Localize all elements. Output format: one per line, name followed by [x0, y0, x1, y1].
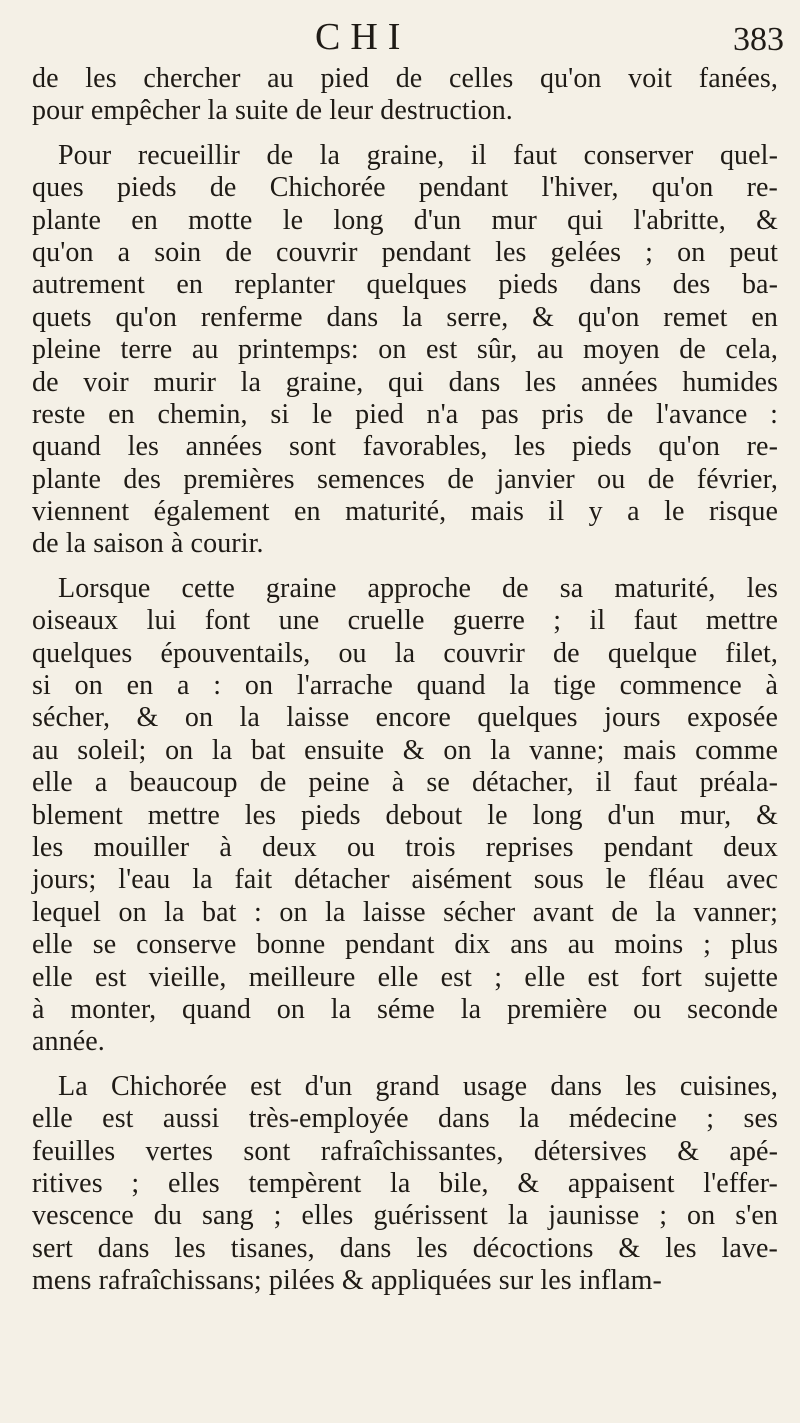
text-line: quets qu'on renferme dans la serre, & qu'on remet en: [32, 301, 778, 333]
text-line: Lorsque cette graine approche de sa maturité, les: [58, 572, 778, 604]
running-head-title: CHI: [315, 16, 411, 58]
text-line: plante des premières semences de janvier ou de février,: [32, 463, 778, 495]
text-line: plante en motte le long d'un mur qui l'abritte, &: [32, 204, 778, 236]
text-line: de la saison à courir.: [32, 528, 264, 560]
text-line: qu'on a soin de couvrir pendant les gelées ; on peut: [32, 236, 778, 268]
text-line: de les chercher au pied de celles qu'on voit fanées,: [32, 63, 778, 94]
text-line: lequel on la bat : on la laisse sécher avant de la vanner;: [32, 896, 778, 928]
text-line: ritives ; elles tempèrent la bile, & appaisent l'effer-: [32, 1167, 778, 1199]
text-line: mens rafraîchissans; pilées & appliquées sur les inflam-: [32, 1265, 662, 1297]
text-line: sert dans les tisanes, dans les décoctions & les lave-: [32, 1232, 778, 1264]
text-line: autrement en replanter quelques pieds dans des ba-: [32, 269, 778, 301]
paragraph: [32, 63, 778, 128]
text-line: année.: [32, 1026, 105, 1058]
paragraph: [32, 1071, 778, 1298]
paragraph: [32, 140, 778, 561]
text-line: blement mettre les pieds debout le long d'un mur, &: [32, 799, 778, 831]
paragraph: [32, 573, 778, 1059]
text-line: sécher, & on la laisse encore quelques jours exposée: [32, 702, 778, 734]
text-line: si on en a : on l'arrache quand la tige commence à: [32, 670, 778, 702]
text-line: jours; l'eau la fait détacher aisément sous le fléau avec: [32, 864, 778, 896]
text-line: oiseaux lui font une cruelle guerre ; il faut mettre: [32, 605, 778, 637]
text-line: vescence du sang ; elles guérissent la jaunisse ; on s'en: [32, 1200, 778, 1232]
text-line: reste en chemin, si le pied n'a pas pris de l'avance :: [32, 398, 778, 430]
text-line: elle se conserve bonne pendant dix ans au moins ; plus: [32, 929, 778, 961]
text-line: Pour recueillir de la graine, il faut conserver quel-: [58, 139, 778, 171]
text-line: à monter, quand on la séme la première ou seconde: [32, 993, 778, 1025]
text-line: elle est aussi très-employée dans la médecine ; ses: [32, 1103, 778, 1135]
running-head: [0, 12, 800, 62]
text-line: elle est vieille, meilleure elle est ; elle est fort sujette: [32, 961, 778, 993]
page-number: 383: [733, 21, 784, 58]
text-line: viennent également en maturité, mais il y a le risque: [32, 496, 778, 528]
text-line: ques pieds de Chichorée pendant l'hiver, qu'on re-: [32, 172, 778, 204]
text-line: au soleil; on la bat ensuite & on la vanne; mais comme: [32, 734, 778, 766]
text-line: La Chichorée est d'un grand usage dans les cuisines,: [58, 1070, 778, 1102]
text-line: les mouiller à deux ou trois reprises pendant deux: [32, 831, 778, 863]
text-line: elle a beaucoup de peine à se détacher, il faut préala-: [32, 767, 778, 799]
body-text: [32, 63, 778, 1309]
text-line: pleine terre au printemps: on est sûr, au moyen de cela,: [32, 334, 778, 366]
text-line: de voir murir la graine, qui dans les années humides: [32, 366, 778, 398]
text-line: quand les années sont favorables, les pieds qu'on re-: [32, 431, 778, 463]
text-line: feuilles vertes sont rafraîchissantes, détersives & apé-: [32, 1135, 778, 1167]
text-line: pour empêcher la suite de leur destruction.: [32, 95, 513, 127]
text-line: quelques épouventails, ou la couvrir de quelque filet,: [32, 637, 778, 669]
